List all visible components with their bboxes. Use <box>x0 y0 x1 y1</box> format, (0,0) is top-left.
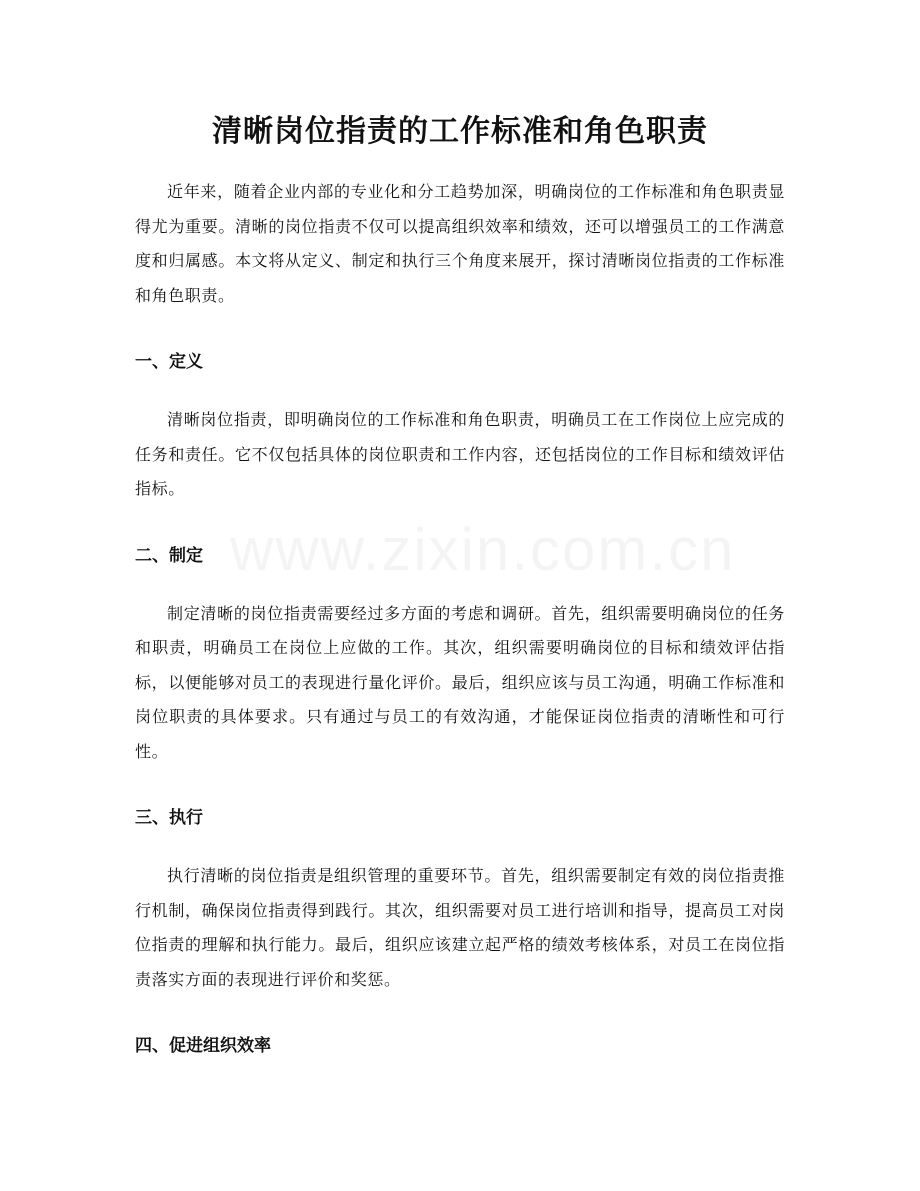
section-heading-execution: 三、执行 <box>135 808 203 828</box>
section-body-formulation: 制定清晰的岗位指责需要经过多方面的考虑和调研。首先，组织需要明确岗位的任务和职责，明确员工在岗位上应做的工作。其次，组织需要明确岗位的目标和绩效评估指标，以便能够对员工的表现进行量化评价。最后，组织应该与员工沟通，明确工作标准和岗位职责的具体要求。只有通过与员工的有效沟通，才能保证岗位指责的清晰性和可行性。 <box>135 603 785 761</box>
section-body-execution: 执行清晰的岗位指责是组织管理的重要环节。首先，组织需要制定有效的岗位指责推行机制，确保岗位指责得到践行。其次，组织需要对员工进行培训和指导，提高员工对岗位指责的理解和执行能力。最后，组织应该建立起严格的绩效考核体系，对员工在岗位指责落实方面的表现进行评价和奖惩。 <box>135 866 785 989</box>
intro-paragraph: 近年来，随着企业内部的专业化和分工趋势加深，明确岗位的工作标准和角色职责显得尤为重要。清晰的岗位指责不仅可以提高组织效率和绩效，还可以增强员工的工作满意度和归属感。本文将从定义、制定和执行三个角度来展开，探讨清晰岗位指责的工作标准和角色职责。 <box>135 182 785 305</box>
section-heading-efficiency: 四、促进组织效率 <box>135 1036 271 1056</box>
section-body-definition: 清晰岗位指责，即明确岗位的工作标准和角色职责，明确员工在工作岗位上应完成的任务和责任。它不仅包括具体的岗位职责和工作内容，还包括岗位的工作目标和绩效评估指标。 <box>135 410 785 498</box>
section-heading-definition: 一、定义 <box>135 352 203 372</box>
document-body <box>135 175 785 1087</box>
section-heading-formulation: 二、制定 <box>135 545 203 566</box>
page-title: 清晰岗位指责的工作标准和角色职责 <box>212 114 708 149</box>
